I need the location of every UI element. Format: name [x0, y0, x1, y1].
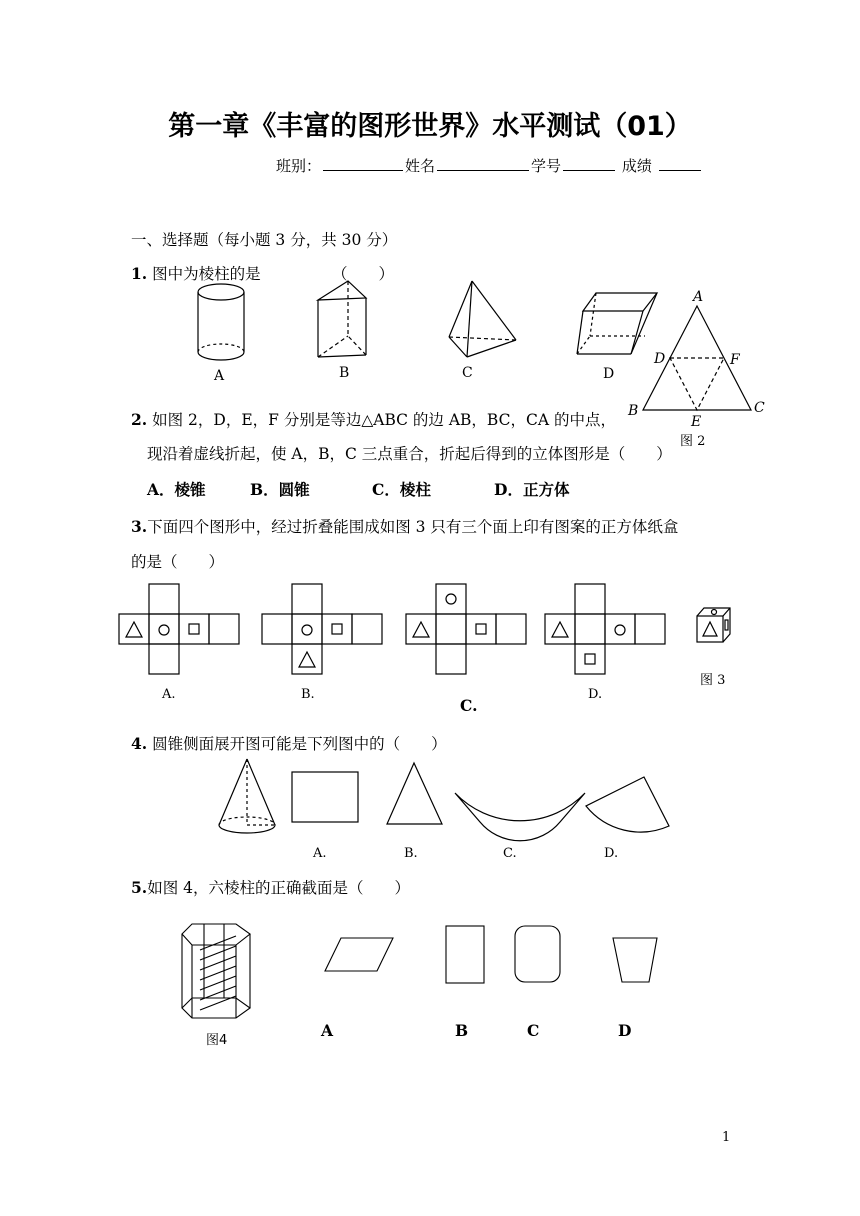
q1-option-a: A [214, 368, 225, 384]
q4-option-d: D. [604, 846, 619, 861]
q3-text-line2: 的是（ ） [131, 553, 225, 571]
q2-option-a: A．棱锥 [147, 480, 206, 499]
fig2-caption: 图 2 [680, 434, 706, 449]
name-label: 姓名 [405, 157, 436, 175]
q5-option-d: D [618, 1021, 632, 1040]
fig2-point-b: B [628, 403, 639, 419]
net-d [545, 584, 665, 674]
triangle-option [387, 763, 442, 824]
q5-stem [131, 876, 410, 898]
frustum-figure [577, 293, 657, 354]
fig2-point-f: F [730, 352, 740, 368]
q2-text-line2: 现沿着虚线折起，使 A，B，C 三点重合，折起后得到的立体图形是（ ） [147, 445, 672, 463]
q2-number: 2. [131, 410, 148, 429]
q3-option-c: C. [460, 696, 478, 715]
q4-option-c: C. [503, 846, 517, 861]
q4-figures [219, 759, 669, 841]
q1-option-b: B [339, 365, 350, 381]
q3-text-line1: 下面四个图形中，经过折叠能围成如图 3 只有三个面上印有图案的正方体纸盒 [147, 518, 679, 536]
q5-option-c: C [527, 1021, 540, 1040]
cylinder-figure [198, 284, 244, 360]
q4-stem [131, 732, 447, 754]
net-b [262, 584, 382, 674]
rectangle-option-b [446, 926, 484, 983]
q5-figures [182, 924, 657, 1018]
page-title: 第一章《丰富的图形世界》水平测试（01） [168, 111, 692, 142]
q5-option-a: A [321, 1021, 334, 1040]
section-heading: 一、选择题（每小题 3 分，共 30 分） [131, 231, 398, 249]
q1-option-c: C [462, 365, 473, 381]
q3-option-a: A. [162, 687, 176, 702]
fig2-point-c: C [754, 400, 765, 416]
id-label: 学号 [531, 157, 562, 175]
parallelogram-option [325, 938, 393, 971]
net-c [406, 584, 526, 674]
fig2-point-a: A [693, 289, 704, 305]
q2-option-b: B．圆锥 [250, 480, 310, 499]
fig2-point-d: D [654, 351, 666, 367]
rectangle-option [292, 772, 358, 822]
q1-text: 图中为棱柱的是 [152, 265, 261, 283]
q4-option-a: A. [313, 846, 327, 861]
q1-option-d: D [603, 366, 615, 382]
annular-sector-option [455, 793, 585, 841]
q4-option-b: B. [404, 846, 418, 861]
q1-answer-paren: （ ） [332, 265, 395, 283]
q2-text-line1: 如图 2，D，E，F 分别是等边△ABC 的边 AB，BC，CA 的中点， [152, 411, 616, 429]
q4-number: 4. [131, 734, 148, 753]
sector-option [586, 777, 669, 832]
fig4-caption: 图4 [206, 1033, 228, 1048]
class-label: 班别： [276, 157, 322, 175]
q3-number: 3. [131, 517, 148, 536]
q3-option-b: B. [301, 687, 315, 702]
trapezoid-option [613, 938, 657, 982]
q3-stem-line1 [131, 515, 678, 537]
q3-option-d: D. [588, 687, 603, 702]
q5-option-b: B [455, 1021, 469, 1040]
cone-figure [219, 759, 275, 833]
rounded-rect-option [515, 926, 560, 982]
fig2-point-e: E [691, 414, 702, 430]
hex-prism-figure [182, 924, 250, 1018]
q2-option-d: D．正方体 [494, 480, 570, 499]
q2-stem-line1 [131, 408, 616, 430]
tetrahedron-figure [449, 281, 516, 357]
triangular-prism-figure [318, 281, 366, 357]
q4-text: 圆锥侧面展开图可能是下列图中的（ ） [152, 735, 447, 753]
q2-option-c: C．棱柱 [372, 480, 431, 499]
net-a [119, 584, 239, 674]
figure3-cube [697, 608, 730, 642]
q5-number: 5. [131, 878, 148, 897]
fig3-caption: 图 3 [700, 673, 726, 688]
q1-number: 1. [131, 264, 148, 283]
score-label: 成绩 [621, 157, 652, 175]
q5-text: 如图 4，六棱柱的正确截面是（ ） [147, 879, 410, 897]
cube-nets [119, 584, 730, 674]
page-number: 1 [722, 1130, 731, 1145]
